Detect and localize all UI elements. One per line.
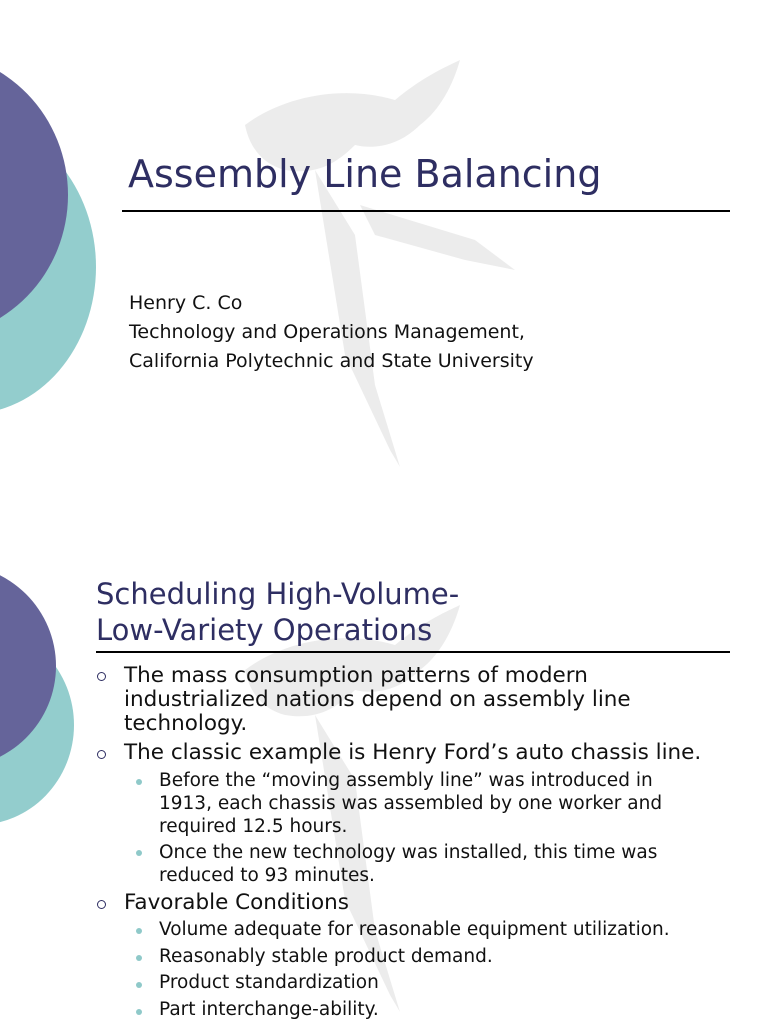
bullet-hollow-icon	[97, 900, 106, 909]
content-slide	[0, 570, 768, 1024]
condition-text: Part interchange-ability.	[159, 999, 379, 1020]
slide-title-line-1: Scheduling High-Volume-	[96, 577, 460, 611]
bullet-hollow-icon	[97, 672, 106, 681]
author-university: California Polytechnic and State University	[129, 350, 534, 372]
bullet-hollow-icon	[97, 750, 106, 759]
sub-bullet-dot-icon	[136, 1009, 142, 1015]
sub-bullet-dot-icon	[136, 850, 142, 856]
author-department: Technology and Operations Management,	[129, 321, 525, 343]
bullet-text: Favorable Conditions	[124, 890, 349, 915]
sub-bullet-dot-icon	[136, 928, 142, 934]
condition-text: Volume adequate for reasonable equipment utilization.	[159, 919, 670, 940]
sub-bullet-text: required 12.5 hours.	[159, 816, 348, 837]
sub-bullet-text: reduced to 93 minutes.	[159, 865, 375, 886]
sub-bullet-text: Before the “moving assembly line” was introduced in	[159, 770, 653, 791]
sub-bullet-dot-icon	[136, 982, 142, 988]
slide-title	[96, 576, 459, 648]
condition-text: Product standardization	[159, 972, 379, 993]
horse-watermark-icon	[225, 55, 525, 475]
bullet-text: The mass consumption patterns of modern	[124, 663, 588, 688]
presentation-title: Assembly Line Balancing	[128, 152, 602, 196]
title-divider	[96, 651, 730, 653]
title-divider	[122, 210, 730, 212]
sub-bullet-text: 1913, each chassis was assembled by one worker and	[159, 793, 663, 814]
sub-bullet-dot-icon	[136, 779, 142, 785]
condition-text: Reasonably stable product demand.	[159, 946, 493, 967]
slide-title-line-2: Low-Variety Operations	[96, 613, 433, 647]
author-name: Henry C. Co	[129, 292, 243, 314]
bullet-text: industrialized nations depend on assembly line	[124, 687, 631, 712]
sub-bullet-text: Once the new technology was installed, this time was	[159, 842, 658, 863]
bullet-text: technology.	[124, 711, 248, 736]
sub-bullet-dot-icon	[136, 955, 142, 961]
bullet-text: The classic example is Henry Ford’s auto chassis line.	[124, 740, 702, 765]
